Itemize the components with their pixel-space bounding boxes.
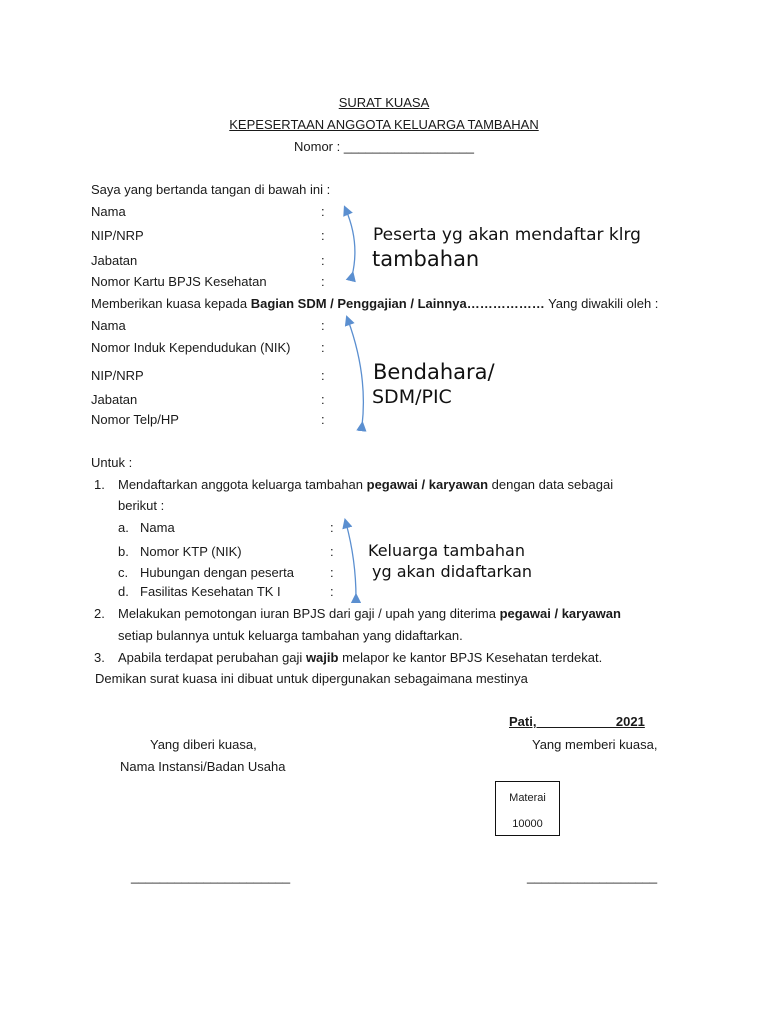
right-signature-line: __________________	[527, 869, 658, 884]
document-number: Nomor : __________________	[294, 139, 474, 154]
colon: :	[321, 228, 325, 243]
note-bendahara-line2: SDM/PIC	[372, 386, 452, 408]
item1-number: 1.	[94, 477, 105, 492]
place-date: Pati, 2021	[509, 714, 645, 729]
left-sign-title: Yang diberi kuasa,	[150, 737, 257, 752]
item2-number: 2.	[94, 606, 105, 621]
item3-suffix: melapor ke kantor BPJS Kesehatan terdekat.	[338, 650, 603, 665]
kuasa-bold: Bagian SDM / Penggajian / Lainnya	[250, 296, 467, 311]
note-peserta-line1: Peserta yg akan mendaftar klrg	[373, 225, 641, 245]
intro-text: Saya yang bertanda tangan di bawah ini :	[91, 182, 331, 197]
item3-bold: wajib	[305, 650, 339, 665]
note-peserta-line2: tambahan	[372, 247, 480, 271]
kuasa-dots: ………………	[466, 296, 545, 311]
colon: :	[321, 204, 325, 219]
s2-field-jabatan: Jabatan	[91, 392, 138, 407]
closing-text: Demikan surat kuasa ini dibuat untuk dipergunakan sebagaimana mestinya	[95, 671, 528, 686]
s2-field-nip: NIP/NRP	[91, 368, 144, 383]
item2-prefix: Melakukan pemotongan iuran BPJS dari gaji / upah yang diterima	[118, 606, 500, 621]
sub-b-label: Nomor KTP (NIK)	[140, 544, 242, 559]
colon: :	[321, 318, 325, 333]
sub-c-label: Hubungan dengan peserta	[140, 565, 294, 580]
colon: :	[321, 253, 325, 268]
colon: :	[321, 340, 325, 355]
note-bendahara-line1: Bendahara/	[373, 360, 495, 384]
s2-field-nik: Nomor Induk Kependudukan (NIK)	[91, 340, 291, 355]
colon: :	[330, 584, 334, 599]
bracket-arrow-peserta	[346, 210, 355, 276]
colon: :	[321, 274, 325, 289]
sub-b-letter: b.	[118, 544, 129, 559]
item3-number: 3.	[94, 650, 105, 665]
s1-field-bpjs: Nomor Kartu BPJS Kesehatan	[91, 274, 267, 289]
bracket-arrow-keluarga	[346, 523, 356, 598]
left-sign-sub: Nama Instansi/Badan Usaha	[120, 759, 286, 774]
sub-d-label: Fasilitas Kesehatan TK I	[140, 584, 281, 599]
untuk-label: Untuk :	[91, 455, 133, 470]
s1-field-jabatan: Jabatan	[91, 253, 138, 268]
sub-c-letter: c.	[118, 565, 129, 580]
s1-field-nip: NIP/NRP	[91, 228, 144, 243]
left-signature-line: ______________________	[131, 869, 291, 884]
colon: :	[321, 392, 325, 407]
item1-prefix: Mendaftarkan anggota keluarga tambahan	[118, 477, 367, 492]
sub-a-label: Nama	[140, 520, 175, 535]
sub-d-letter: d.	[118, 584, 129, 599]
item2-line2: setiap bulannya untuk keluarga tambahan yang didaftarkan.	[118, 628, 463, 643]
kuasa-suffix: Yang diwakili oleh :	[544, 296, 659, 311]
sub-a-letter: a.	[118, 520, 129, 535]
colon: :	[330, 565, 334, 580]
item1-line2: berikut :	[118, 498, 165, 513]
document-title: SURAT KUASA	[338, 95, 430, 110]
kuasa-prefix: Memberikan kuasa kepada	[91, 296, 251, 311]
item1-suffix: dengan data sebagai	[488, 477, 614, 492]
item3-prefix: Apabila terdapat perubahan gaji	[118, 650, 306, 665]
colon: :	[330, 544, 334, 559]
materai-value: 10000	[512, 818, 543, 830]
s1-field-nama: Nama	[91, 204, 126, 219]
s2-field-nama: Nama	[91, 318, 126, 333]
colon: :	[321, 412, 325, 427]
colon: :	[321, 368, 325, 383]
materai-label: Materai	[509, 792, 546, 804]
item1-bold: pegawai / karyawan	[366, 477, 489, 492]
bracket-arrow-bendahara	[348, 320, 363, 426]
item2-bold: pegawai / karyawan	[499, 606, 621, 621]
right-sign-title: Yang memberi kuasa,	[532, 737, 658, 752]
colon: :	[330, 520, 334, 535]
document-subtitle: KEPESERTAAN ANGGOTA KELUARGA TAMBAHAN	[229, 117, 539, 132]
note-keluarga-line1: Keluarga tambahan	[368, 541, 525, 560]
note-keluarga-line2: yg akan didaftarkan	[372, 562, 533, 581]
s2-field-telp: Nomor Telp/HP	[91, 412, 179, 427]
